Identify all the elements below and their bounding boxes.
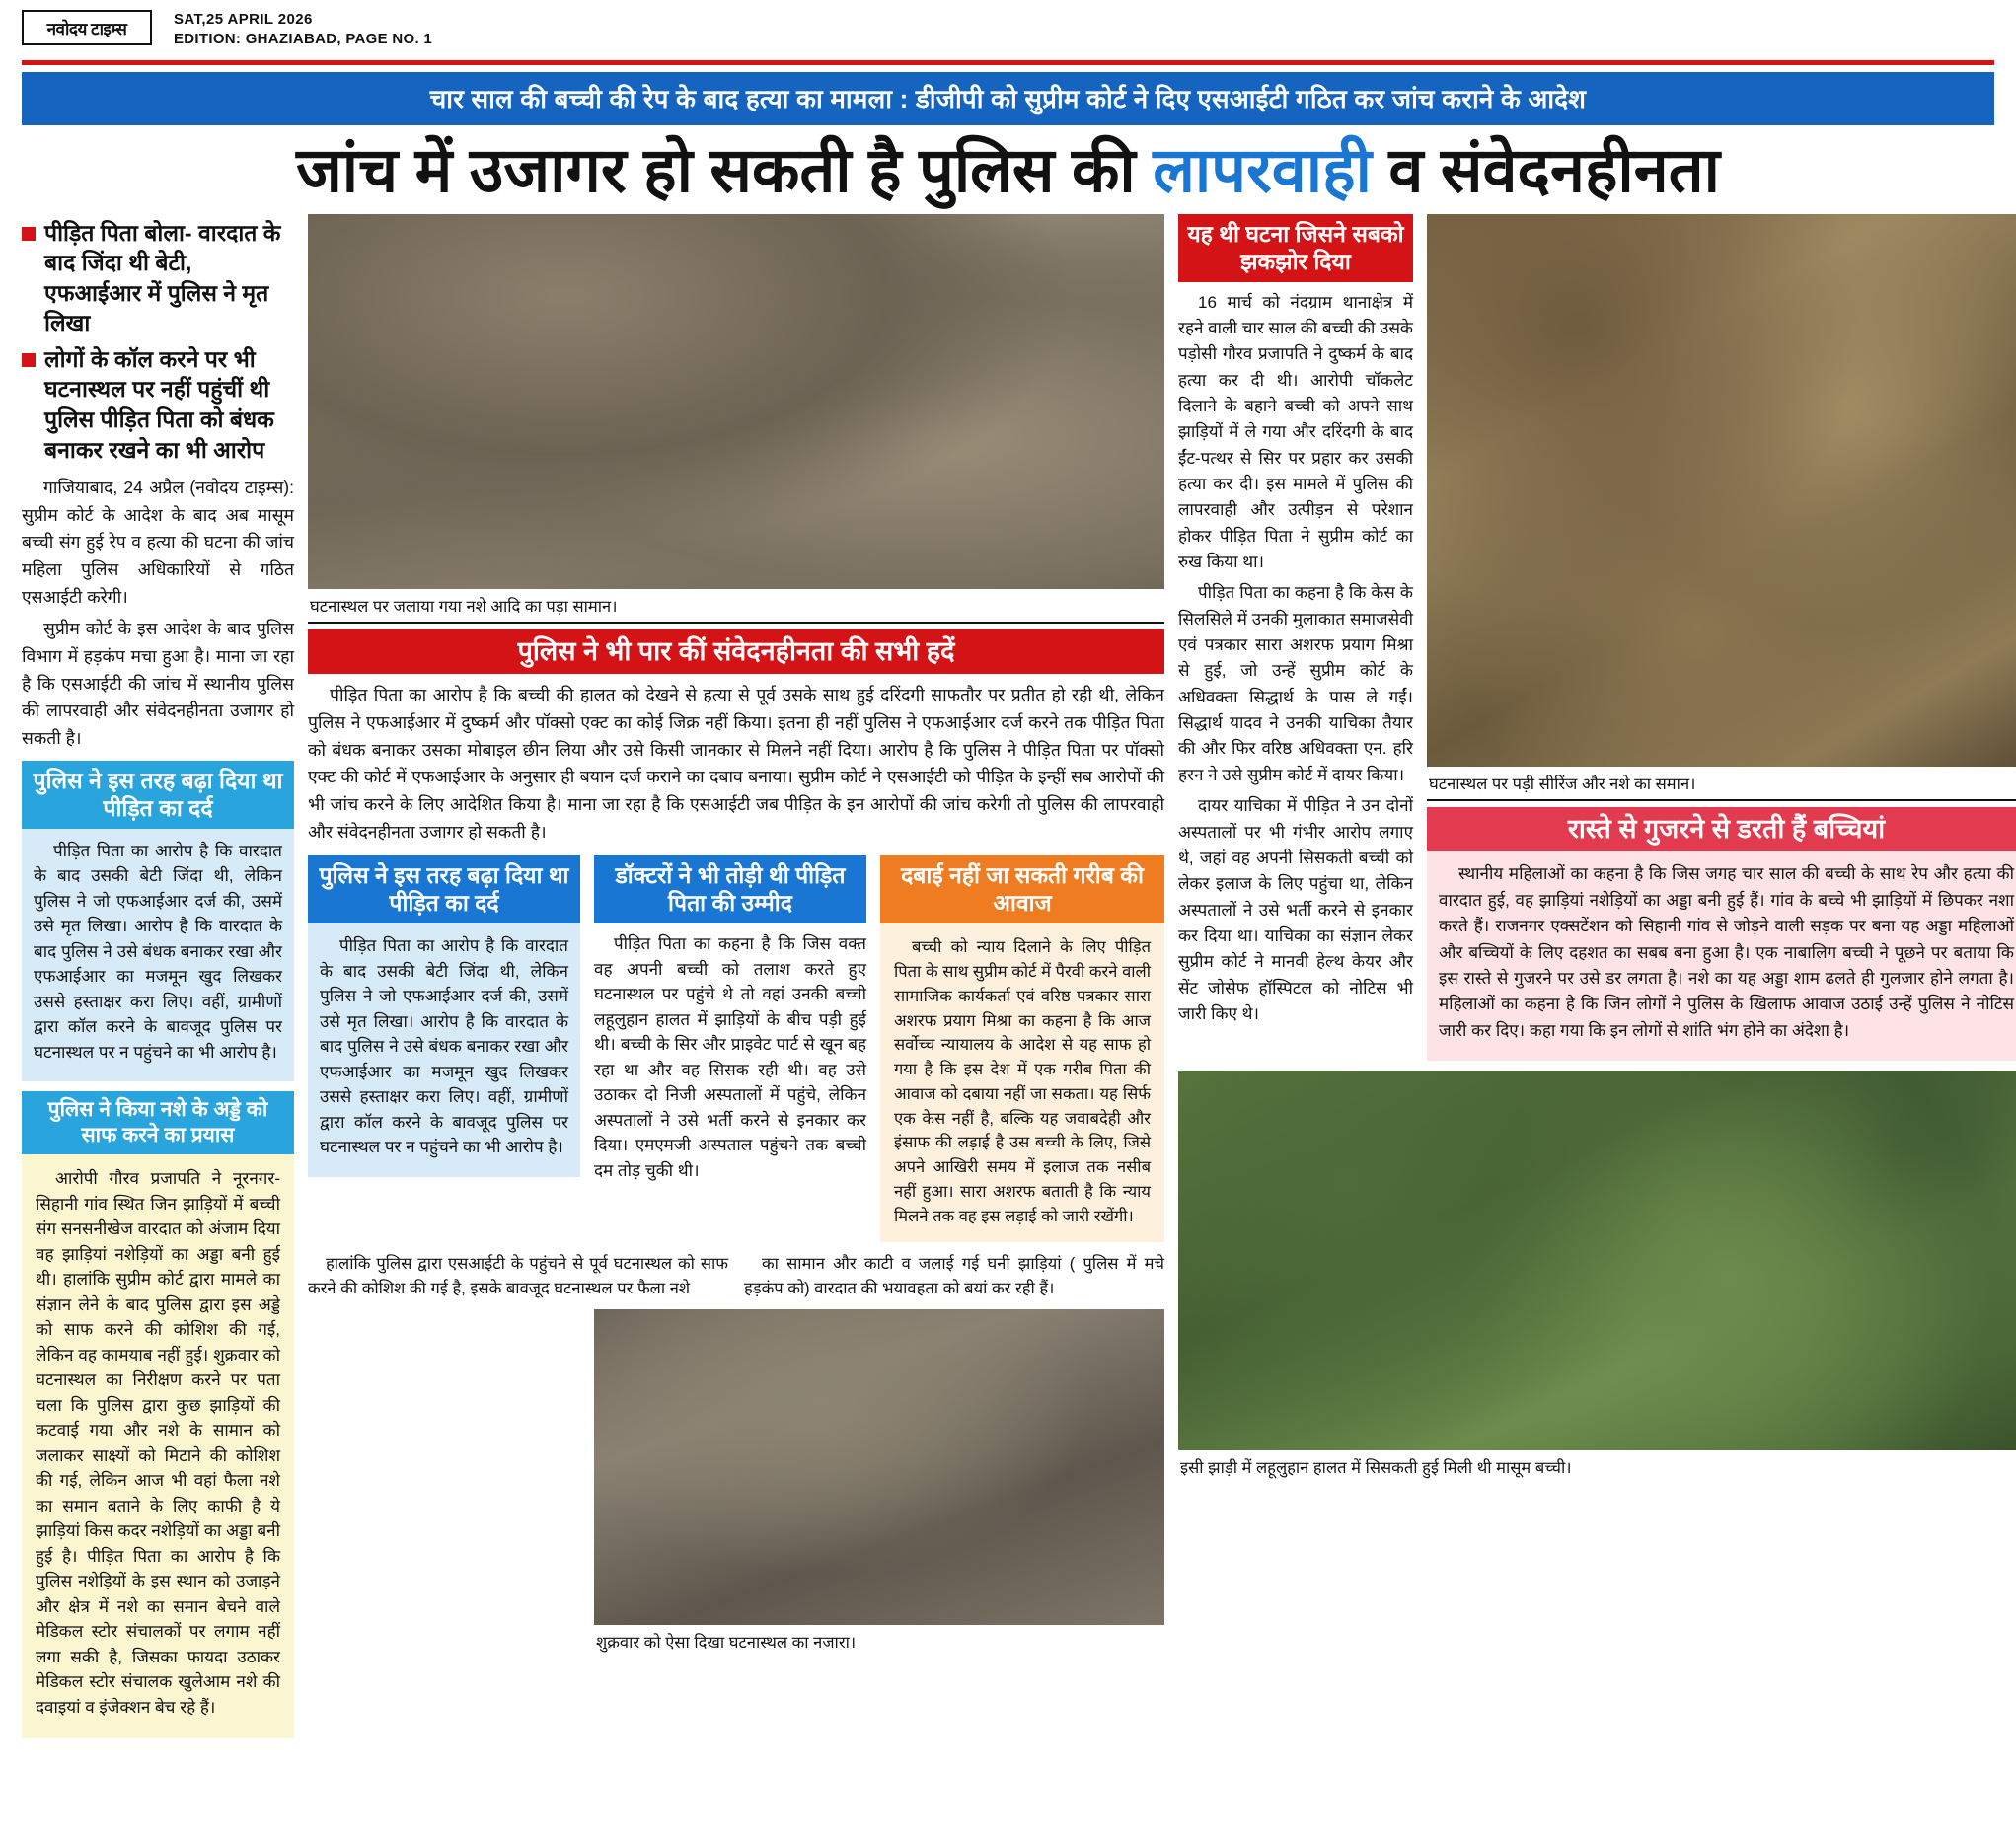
right-photo-column (1427, 214, 2016, 1061)
edition-date: SAT,25 APRIL 2026 (174, 11, 313, 28)
bullet-list (22, 214, 294, 466)
left-box-2-body (22, 1154, 294, 1738)
photo-crime-scene-burnt (308, 214, 1164, 589)
mid-split-caption (308, 1252, 1164, 1301)
right-red-heading: यह थी घटना जिसने सबको झकझोर दिया (1178, 214, 1413, 282)
right-rose-text: स्थानीय महिलाओं का कहना है कि जिस जगह चार साल की बच्ची के साथ रेप और हत्या की वारदात हुई, वह झाड़ियां नशेड़ियों का अड्डा बनी हुई हैं। गांव के बच्चे भी झाड़ियों में छिपकर नशा करते हैं। राजनगर एक्सटेंशन को सिहानी गांव से जोड़ने वाली सड़क पर बना यह अड्डा महिलाओं और बच्चियों के लिए दहशत का सबब बना हुआ है। एक नाबालिग बच्ची ने पूछने पर बताया कि इस रास्ते से गुजरने पर उसे डर लगता है। नशे का यह अड्डा शाम ढलते ही गुलजार होने लगता है। महिलाओं का कहना है कि जिन लोगों ने पुलिस के खिलाफ आवाज उठाई उन्हें पुलिस ने नोटिस जारी कर दिए। कहा गया कि इन लोगों से शांति भंग होने का अंदेशा है। (1439, 864, 2014, 1040)
left-column (22, 214, 294, 1739)
mid-bottom-spacer (308, 1309, 580, 1653)
headline-part-1: जांच में उजागर हो सकती है पुलिस की (296, 135, 1154, 205)
mid-box-c-heading: दबाई नहीं जा सकती गरीब की आवाज (880, 855, 1164, 923)
left-box-2 (22, 1091, 294, 1738)
photo-caption: इसी झाड़ी में लहूलुहान हालत में सिसकती हुई मिली थी मासूम बच्ची। (1180, 1458, 1572, 1477)
right-paragraph-2: पीड़ित पिता का कहना है कि केस के सिलसिले में उनकी मुलाकात समाजसेवी एवं पत्रकार सारा अशरफ प्रयाग मिश्रा से हुई, जो उन्हें सुप्रीम कोर्ट के अधिवक्ता सिद्धार्थ के पास ले गईं। सिद्धार्थ यादव ने उनकी याचिका तैयार की और फिर वरिष्ठ अधिवक्ता एन. हरि हरन ने उसे सुप्रीम कोर्ट में दायर किया। (1178, 583, 1413, 784)
photo-syringes-trash (1427, 214, 2016, 767)
right-bottom-photo-wrap (1178, 1071, 2016, 1478)
left-box-1-text: पीड़ित पिता का आरोप है कि वारदात के बाद उसकी बेटी जिंदा थी, लेकिन पुलिस ने जो एफआईआर दर्ज की, उसमें उसे मृत लिखा। आरोप है कि वारदात के बाद पुलिस ने उसे बंधक बनाकर रखा और एफआईआर का मजमून खुद लिखकर उससे हस्ताक्षर करा लिए। वहीं, ग्रामीणों द्वारा कॉल करने के बावजूद पुलिस पर घटनास्थल पर न पहुंचने का भी आरोप है। (34, 841, 282, 1062)
mid-box-b-body (594, 923, 866, 1183)
photo-scene-friday (594, 1309, 1164, 1625)
mid-bottom-photo-row (308, 1309, 1164, 1653)
list-item (22, 344, 294, 465)
middle-column (308, 214, 1164, 1653)
bullet-text: लोगों के कॉल करने पर भी घटनास्थल पर नहीं पहुंचीं थी पुलिस पीड़ित पिता को बंधक बनाकर रखने का भी आरोप (44, 345, 274, 463)
mid-box-a-text: पीड़ित पिता का आरोप है कि वारदात के बाद उसकी बेटी जिंदा थी, लेकिन पुलिस ने जो एफआईआर दर्ज की, उसमें उसे मृत लिखा। आरोप है कि वारदात के बाद पुलिस ने उसे बंधक बनाकर रखा और एफआईआर का मजमून खुद लिखकर उससे हस्ताक्षर करा लिए। वहीं, ग्रामीणों द्वारा कॉल करने के बावजूद पुलिस पर घटनास्थल पर न पहुंचने का भी आरोप है। (320, 936, 568, 1157)
photo-caption: शुक्रवार को ऐसा दिखा घटनास्थल का नजारा। (596, 1633, 857, 1652)
mid-red-body (308, 674, 1164, 846)
lead-paragraphs (22, 475, 294, 752)
lead-paragraph-1: गाजियाबाद, 24 अप्रैल (नवोदय टाइम्स): सुप्रीम कोर्ट के आदेश के बाद अब मासूम बच्ची संग हुई रेप व हत्या की घटना की जांच महिला पुलिस अधिकारियों से गठित एसआईटी करेगी। (22, 478, 294, 607)
mid-subcol-a (308, 855, 580, 1242)
mid-red-heading: पुलिस ने भी पार कीं संवेदनहीनता की सभी हदें (308, 629, 1164, 675)
mid-bottom-photo-wrap (594, 1309, 1164, 1653)
bullet-square-icon (22, 353, 36, 367)
headline-part-2: व संवेदनहीनता (1371, 135, 1720, 205)
mid-box-c-body (880, 923, 1164, 1242)
headline-highlight: लापरवाही (1153, 135, 1372, 205)
left-box-2-text: आरोपी गौरव प्रजापति ने नूरनगर-सिहानी गांव स्थित जिन झाड़ियों में बच्ची संग सनसनीखेज वारदात को अंजाम दिया वह झाड़ियां नशेड़ियों का अड्डा बनी हुई थी। हालांकि सुप्रीम कोर्ट द्वारा मामले का संज्ञान लेने के बाद पुलिस द्वारा इस अड्डे को साफ करने की कोशिश की गई, लेकिन वह कामयाब नहीं हुई। शुक्रवार को घटनास्थल का निरीक्षण करने पर पता चला कि पुलिस द्वारा कुछ झाड़ियों की कटवाई गया और नशे के सामान को जलाकर साक्ष्यों को मिटाने की कोशिश की गई, लेकिन आज भी वहां फैला नशे का समान बताने के लिए काफी है ये झाड़ियां किस कदर नशेड़ियों का अड्डा बनी हुई है। पीड़ित पिता का आरोप है कि पुलिस नशेड़ियों के इस स्थान को उजाड़ने और क्षेत्र में नशे का समान बेचने वाले मेडिकल स्टोर संचालकों पर लगाम नहीं लगा सकी है, जिसका फायदा उठाकर मेडिकल स्टोर संचालक खुलेआम नशे की दवाइयां व इंजेक्शन बेच रहे हैं। (36, 1169, 280, 1717)
left-box-2-heading: पुलिस ने किया नशे के अड्डे को साफ करने का प्रयास (22, 1091, 294, 1154)
photo-bushes-scene (1178, 1071, 2016, 1450)
photo-caption: घटनास्थल पर पड़ी सीरिंज और नशे का समान। (1427, 767, 2016, 801)
content-grid (22, 214, 2014, 1739)
bullet-text: पीड़ित पिता बोला- वारदात के बाद जिंदा थी बेटी, एफआईआर में पुलिस ने मृत लिखा (44, 219, 281, 336)
page-title (22, 125, 1994, 214)
right-red-body (1178, 282, 1413, 1028)
newspaper-logo (22, 10, 152, 45)
left-box-1 (22, 761, 294, 1082)
mid-split-caption-right: का सामान और काटी व जलाई गई घनी झाड़ियां ( पुलिस में मचे हड़कंप को) वारदात की भयावहता को बयां कर रही हैं। (744, 1255, 1164, 1298)
mid-subcol-b (594, 855, 866, 1242)
mid-red-text: पीड़ित पिता का आरोप है कि बच्ची की हालत को देखने से हत्या से पूर्व उसके साथ हुई दरिंदगी साफतौर पर प्रतीत हो रही थी, लेकिन पुलिस ने एफआईआर में दुष्कर्म और पॉक्सो एक्ट का कोई जिक्र नहीं किया। इतना ही नहीं पुलिस ने एफआईआर दर्ज करने तक पीड़ित पिता को बंधक बनाकर उसका मोबाइल छीन लिया और उसे किसी जानकार से मिलने नहीं दिया। आरोप है कि पुलिस ने पीड़ित पिता पर पॉक्सो एक्ट की कोर्ट में एफआईआर के अनुसार ही बयान दर्ज कराने का दबाव बनाया। सुप्रीम कोर्ट ने एसआईटी को पीड़ित के इन्हीं सब आरोपों की भी जांच करने के लिए आदेशित किया है। माना जा रहा है कि एसआईटी जब पीड़ित के इन आरोपों की जांच करेगी तो पुलिस की लापरवाही और संवेदनहीनता उजागर हो सकती है। (308, 685, 1164, 842)
edition-info: EDITION: GHAZIABAD, PAGE NO. 1 (174, 31, 433, 48)
mid-subcolumns (308, 855, 1164, 1242)
masthead (22, 0, 1994, 56)
mid-box-b-text: पीड़ित पिता का कहना है कि जिस वक्त वह अपनी बच्ची को तलाश करते हुए घटनास्थल पर पहुंचे थे तो वहां उनकी बच्ची लहूलुहान हालत में झाड़ियों के बीच पड़ी हुई थी। बच्ची के सिर और प्राइवेट पार्ट से खून बह रहा था और वह सिसक रही थी। वह उसे उठाकर दो निजी अस्पतालों में पहुंचे, लेकिन अस्पतालों ने उसे भर्ती करने से इनकार कर दिया। एमएमजी अस्पताल पहुंचने तक बच्ची दम तोड़ चुकी थी। (594, 934, 866, 1180)
mid-box-b-heading: डॉक्टरों ने भी तोड़ी थी पीड़ित पिता की उम्मीद (594, 855, 866, 923)
list-item (22, 218, 294, 338)
right-text-column (1178, 214, 1413, 1061)
left-box-1-heading: पुलिस ने इस तरह बढ़ा दिया था पीड़ित का दर्द (22, 761, 294, 829)
mid-box-a-heading: पुलिस ने इस तरह बढ़ा दिया था पीड़ित का दर्द (308, 855, 580, 923)
right-paragraph-3: दायर याचिका में पीड़ित ने उन दोनों अस्पतालों पर भी गंभीर आरोप लगाए थे, जहां वह अपनी सिसकती बच्ची को लेकर इलाज के लिए पहुंचा था, लेकिन अस्पतालों ने उसे भर्ती करने से इनकार कर दिया था। याचिका का संज्ञान लेकर सुप्रीम कोर्ट ने मानवी हेल्थ केयर और सेंट जोसेफ हॉस्पिटल को नोटिस भी जारी किए थे। (1178, 796, 1413, 1023)
masthead-rule (22, 60, 1994, 65)
right-paragraph-1: 16 मार्च को नंदग्राम थानाक्षेत्र में रहने वाली चार साल की बच्ची की उसके पड़ोसी गौरव प्रजापति ने दुष्कर्म के बाद हत्या कर दी थी। आरोपी चॉकलेट दिलाने के बहाने बच्ची को अपने साथ झाड़ियों में ले गया और दरिंदगी के बाद ईंट-पत्थर से सिर पर प्रहार कर उसकी हत्या कर दी। इस मामले में पुलिस की लापरवाही और उत्पीड़न से परेशान होकर पीड़ित पिता ने सुप्रीम कोर्ट का रुख किया था। (1178, 292, 1413, 572)
mid-box-a-body (308, 923, 580, 1177)
logo-text: नवोदय टाइम्स (46, 19, 127, 38)
right-rose-body (1427, 851, 2016, 1060)
photo-caption: घटनास्थल पर जलाया गया नशे आदि का पड़ा सामान। (308, 589, 1164, 624)
edition-block (174, 10, 432, 50)
left-box-1-body (22, 829, 294, 1082)
right-rose-heading: रास्ते से गुजरने से डरती हैं बच्चियां (1427, 807, 2016, 852)
right-column (1178, 214, 2016, 1478)
lead-paragraph-2: सुप्रीम कोर्ट के इस आदेश के बाद पुलिस विभाग में हड़कंप मचा हुआ है। माना जा रहा है कि एसआईटी की जांच में स्थानीय पुलिस की लापरवाही और संवेदनहीनता उजागर हो सकती है। (22, 619, 294, 748)
mid-split-caption-left: हालांकि पुलिस द्वारा एसआईटी के पहुंचने से पूर्व घटनास्थल को साफ करने की कोशिश की गई है, इसके बावजूद घटनास्थल पर फैला नशे (308, 1255, 728, 1298)
mid-box-c-text: बच्ची को न्याय दिलाने के लिए पीड़ित पिता के साथ सुप्रीम कोर्ट में पैरवी करने वाली सामाजिक कार्यकर्ता एवं वरिष्ठ पत्रकार सारा अशरफ प्रयाग मिश्रा का कहना है कि आज सर्वोच्च न्यायालय के आदेश से यह साफ हो गया है कि इस देश में एक गरीब पिता की आवाज को दबाया नहीं जा सकता। यह सिर्फ एक केस नहीं है, बल्कि यह जवाबदेही और इंसाफ की लड़ाई है उस बच्ची के लिए, जिसे अपने आखिरी समय में इलाज तक नसीब नहीं हुआ। सारा अशरफ बताती है कि न्याय मिलने तक वह इस लड़ाई को जारी रखेंगी। (894, 938, 1151, 1225)
kicker-bar: चार साल की बच्ची की रेप के बाद हत्या का मामला : डीजीपी को सुप्रीम कोर्ट ने दिए एसआईटी गठित कर जांच कराने के आदेश (22, 72, 1994, 125)
mid-subcol-c (880, 855, 1164, 1242)
right-top-row (1178, 214, 2016, 1061)
bullet-square-icon (22, 227, 36, 241)
